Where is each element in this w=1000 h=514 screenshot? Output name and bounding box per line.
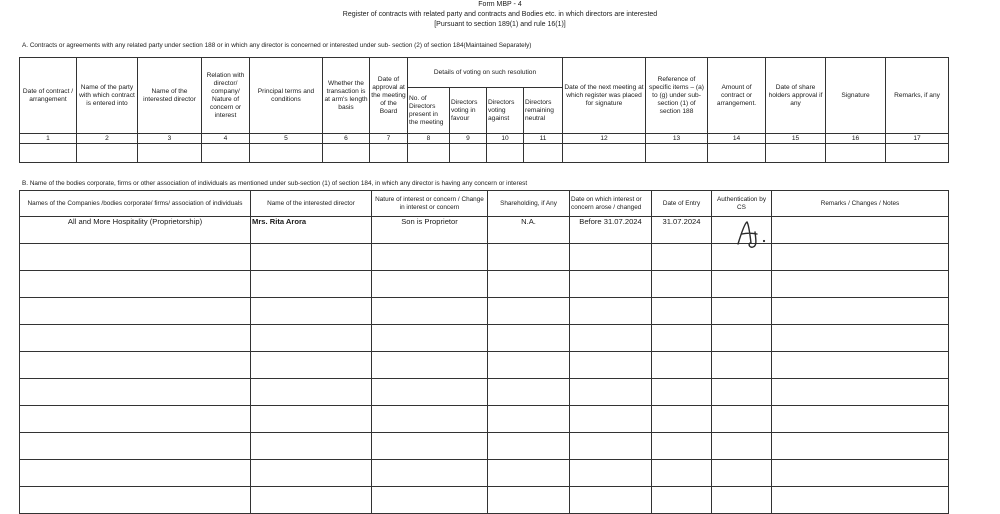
col-header: Relation with director/ company/ Nature of concern or interest	[202, 58, 250, 134]
table-cell	[323, 144, 370, 163]
col-header: Shareholding, if Any	[488, 191, 570, 217]
table-cell	[712, 298, 772, 325]
col-header: Date of share holders approval if any	[766, 58, 826, 134]
table-row	[20, 217, 949, 244]
table-cell	[652, 244, 712, 271]
table-cell	[251, 433, 372, 460]
table-row	[20, 298, 949, 325]
col-number: 13	[646, 134, 708, 144]
company-name-cell: All and More Hospitality (Proprietorship)	[20, 217, 251, 244]
table-cell	[488, 433, 570, 460]
col-header: Remarks, if any	[886, 58, 949, 134]
col-header: No. of Directors present in the meeting	[408, 88, 450, 134]
col-number: 17	[886, 134, 949, 144]
col-header: Signature	[826, 58, 886, 134]
col-header: Date of Entry	[652, 191, 712, 217]
table-cell	[372, 433, 488, 460]
table-cell	[251, 271, 372, 298]
table-cell	[524, 144, 563, 163]
table-row	[20, 352, 949, 379]
col-number: 1	[20, 134, 77, 144]
table-cell	[772, 244, 949, 271]
table-cell	[886, 144, 949, 163]
table-cell	[712, 433, 772, 460]
table-cell	[570, 406, 652, 433]
table-row	[20, 325, 949, 352]
table-cell	[487, 144, 524, 163]
table-cell	[570, 487, 652, 514]
table-cell	[20, 379, 251, 406]
form-title: Register of contracts with related party and contracts and Bodies etc. in which directors are interested	[342, 11, 658, 18]
table-cell	[488, 271, 570, 298]
table-cell	[488, 460, 570, 487]
remarks-cell	[772, 217, 949, 244]
col-header: Names of the Companies /bodies corporate/ firms/ association of individuals	[20, 191, 251, 217]
col-header: Amount of contract or arrangement.	[708, 58, 766, 134]
col-number: 8	[408, 134, 450, 144]
col-header: Directors voting in favour	[450, 88, 487, 134]
table-cell	[251, 325, 372, 352]
table-cell	[251, 460, 372, 487]
form-number: Form MBP - 4	[478, 1, 522, 8]
table-cell	[488, 487, 570, 514]
table-cell	[652, 433, 712, 460]
col-number: 5	[250, 134, 323, 144]
column-number-row	[20, 134, 949, 144]
table-cell	[488, 352, 570, 379]
col-header: Date of the next meeting at which register was placed for signature	[563, 58, 646, 134]
col-number: 14	[708, 134, 766, 144]
table-header-row	[20, 191, 949, 217]
interested-director-cell: Mrs. Rita Arora	[251, 217, 372, 244]
col-header: Directors voting against	[487, 88, 524, 134]
table-cell	[652, 460, 712, 487]
table-cell	[251, 406, 372, 433]
table-cell	[372, 352, 488, 379]
table-cell	[772, 487, 949, 514]
table-cell	[20, 271, 251, 298]
table-row	[20, 460, 949, 487]
table-cell	[370, 144, 408, 163]
table-cell	[372, 379, 488, 406]
table-row	[20, 487, 949, 514]
table-cell	[570, 244, 652, 271]
table-cell	[772, 379, 949, 406]
col-header: Date of approval at the meeting of the Board	[370, 58, 408, 134]
table-cell	[450, 144, 487, 163]
table-cell	[652, 379, 712, 406]
table-cell	[772, 406, 949, 433]
col-number: 4	[202, 134, 250, 144]
table-cell	[202, 144, 250, 163]
cs-signature-mark	[733, 219, 775, 249]
date-entry-cell: 31.07.2024	[652, 217, 712, 244]
section-b-title: B. Name of the bodies corporate, firms or other association of individuals as mentioned under sub-section (1) of section 184, in which any director is having any concern or interest	[22, 180, 528, 187]
table-cell	[20, 352, 251, 379]
col-header: Name of the interested director	[251, 191, 372, 217]
table-row	[20, 406, 949, 433]
table-cell	[372, 406, 488, 433]
table-cell	[488, 379, 570, 406]
table-cell	[20, 298, 251, 325]
table-cell	[20, 460, 251, 487]
table-cell	[652, 406, 712, 433]
table-cell	[772, 271, 949, 298]
col-group-header: Details of voting on such resolution	[408, 58, 563, 88]
table-cell	[372, 244, 488, 271]
table-cell	[772, 433, 949, 460]
section-a-table	[19, 57, 949, 163]
col-header: Date on which interest or concern arose / changed	[570, 191, 652, 217]
table-row	[20, 244, 949, 271]
table-cell	[20, 325, 251, 352]
table-cell	[772, 352, 949, 379]
table-cell	[826, 144, 886, 163]
table-cell	[372, 460, 488, 487]
col-header: Nature of interest or concern / Change in interest or concern	[372, 191, 488, 217]
table-cell	[488, 244, 570, 271]
col-header: Authentication by CS	[712, 191, 772, 217]
col-header: Date of contract / arrangement	[20, 58, 77, 134]
table-cell	[570, 271, 652, 298]
table-header-row	[20, 58, 949, 88]
table-cell	[251, 298, 372, 325]
col-header: Reference of specific items – (a) to (g) under sub-section (1) of section 188	[646, 58, 708, 134]
table-cell	[20, 144, 77, 163]
table-cell	[570, 379, 652, 406]
table-cell	[712, 487, 772, 514]
col-header: Directors remaining neutral	[524, 88, 563, 134]
table-cell	[708, 144, 766, 163]
table-cell	[563, 144, 646, 163]
table-cell	[570, 433, 652, 460]
col-number: 11	[524, 134, 563, 144]
form-subtitle: [Pursuant to section 189(1) and rule 16(1)]	[434, 21, 566, 28]
table-cell	[766, 144, 826, 163]
table-row	[20, 144, 949, 163]
table-cell	[372, 487, 488, 514]
table-cell	[20, 244, 251, 271]
table-cell	[408, 144, 450, 163]
col-number: 7	[370, 134, 408, 144]
table-cell	[712, 325, 772, 352]
section-b-table	[19, 190, 949, 514]
table-cell	[712, 379, 772, 406]
col-number: 6	[323, 134, 370, 144]
table-cell	[652, 325, 712, 352]
table-cell	[251, 352, 372, 379]
table-cell	[652, 487, 712, 514]
table-cell	[372, 298, 488, 325]
nature-of-interest-cell: Son is Proprietor	[372, 217, 488, 244]
col-header: Name of the party with which contract is entered into	[77, 58, 138, 134]
col-header: Name of the interested director	[138, 58, 202, 134]
table-cell	[251, 244, 372, 271]
col-header: Whether the transaction is at arm's length basis	[323, 58, 370, 134]
col-number: 3	[138, 134, 202, 144]
table-cell	[712, 406, 772, 433]
table-row	[20, 271, 949, 298]
date-arose-cell: Before 31.07.2024	[570, 217, 652, 244]
table-cell	[772, 298, 949, 325]
section-a-title: A. Contracts or agreements with any related party under section 188 or in which any director is concerned or interested under sub- section (2) of section 184(Maintained Separately)	[22, 42, 532, 49]
table-row	[20, 433, 949, 460]
table-cell	[488, 298, 570, 325]
table-cell	[652, 352, 712, 379]
table-cell	[138, 144, 202, 163]
table-cell	[372, 325, 488, 352]
table-cell	[652, 298, 712, 325]
col-number: 15	[766, 134, 826, 144]
table-cell	[20, 406, 251, 433]
table-cell	[772, 460, 949, 487]
table-cell	[488, 406, 570, 433]
table-cell	[488, 325, 570, 352]
table-cell	[250, 144, 323, 163]
col-header: Principal terms and conditions	[250, 58, 323, 134]
table-cell	[251, 487, 372, 514]
col-header: Remarks / Changes / Notes	[772, 191, 949, 217]
table-cell	[20, 487, 251, 514]
table-cell	[372, 271, 488, 298]
table-cell	[570, 325, 652, 352]
col-number: 9	[450, 134, 487, 144]
table-cell	[772, 325, 949, 352]
col-number: 10	[487, 134, 524, 144]
table-cell	[646, 144, 708, 163]
table-cell	[712, 271, 772, 298]
table-row	[20, 379, 949, 406]
table-cell	[77, 144, 138, 163]
table-cell	[652, 271, 712, 298]
col-number: 16	[826, 134, 886, 144]
table-cell	[570, 352, 652, 379]
table-cell	[570, 298, 652, 325]
table-cell	[712, 460, 772, 487]
table-cell	[712, 352, 772, 379]
table-cell	[20, 433, 251, 460]
table-cell	[570, 460, 652, 487]
col-number: 2	[77, 134, 138, 144]
col-number: 12	[563, 134, 646, 144]
table-cell	[251, 379, 372, 406]
shareholding-cell: N.A.	[488, 217, 570, 244]
